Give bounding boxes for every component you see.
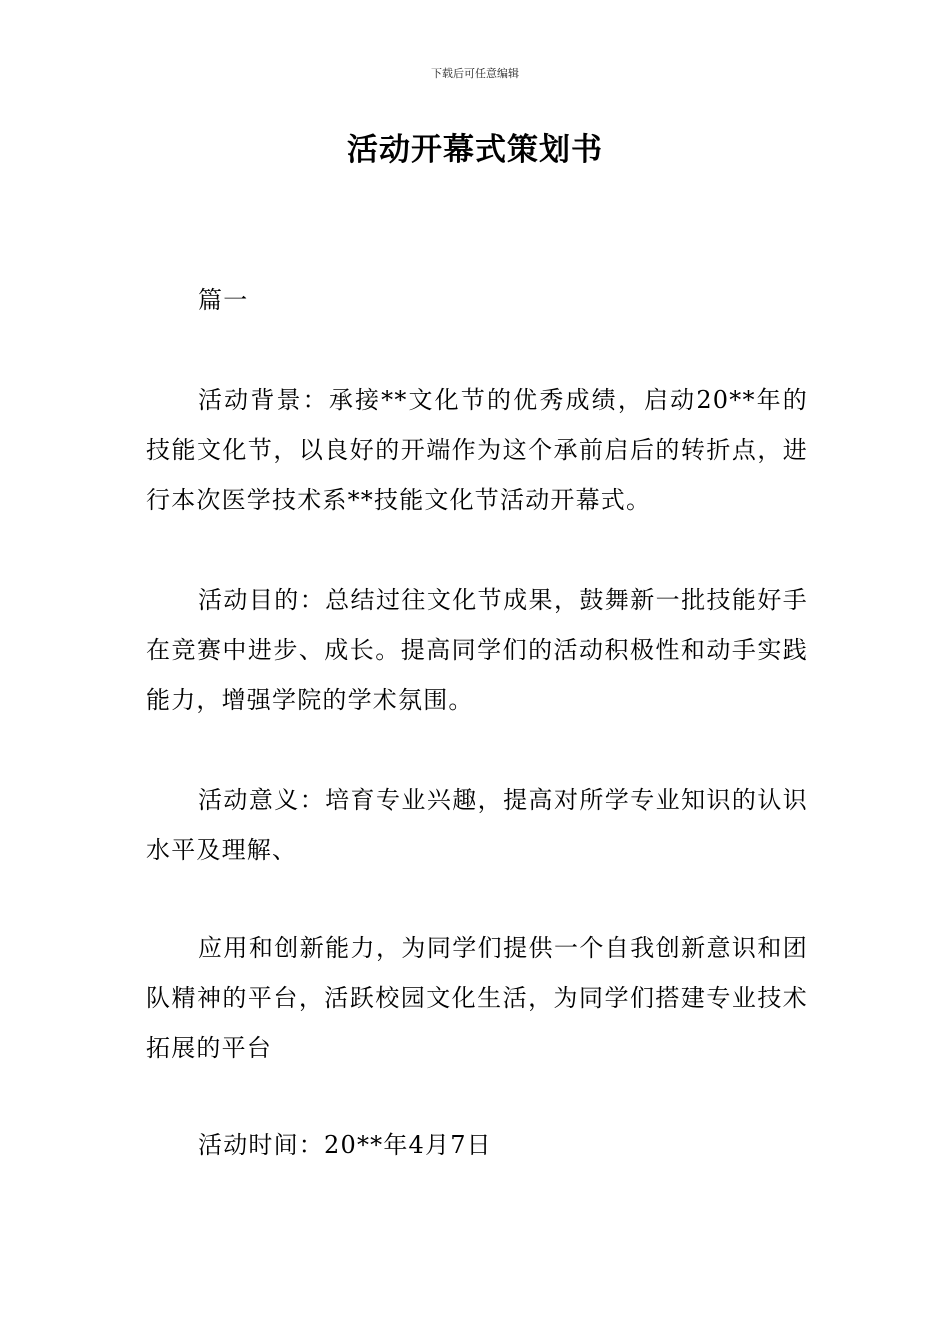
document-title: 活动开幕式策划书: [347, 132, 603, 168]
goal-text: 活动目的：总结过往文化节成果，鼓舞新一批技能好手在竞赛中进步、成长。提高同学们的活动积极性和动手实践能力，增强学院的学术氛围。: [146, 586, 808, 714]
meaning-text: 活动意义：培育专业兴趣，提高对所学专业知识的认识水平及理解、: [146, 786, 808, 864]
time-text: 活动时间：20**年4月7日: [198, 1131, 492, 1159]
paragraph-time: [146, 1120, 808, 1170]
paragraph-goal: [146, 575, 808, 725]
section-label: 篇一: [198, 286, 249, 314]
paragraph-application: [146, 923, 808, 1073]
application-text: 应用和创新能力，为同学们提供一个自我创新意识和团队精神的平台，活跃校园文化生活，为同学们搭建专业技术拓展的平台: [146, 934, 808, 1062]
header-note: 下载后可任意编辑: [431, 67, 519, 80]
background-text: 活动背景：承接**文化节的优秀成绩，启动20**年的技能文化节，以良好的开端作为这个承前启后的转折点，进行本次医学技术系**技能文化节活动开幕式。: [146, 386, 808, 514]
paragraph-background: [146, 375, 808, 525]
section-heading: [146, 275, 808, 325]
paragraph-meaning: [146, 775, 808, 875]
